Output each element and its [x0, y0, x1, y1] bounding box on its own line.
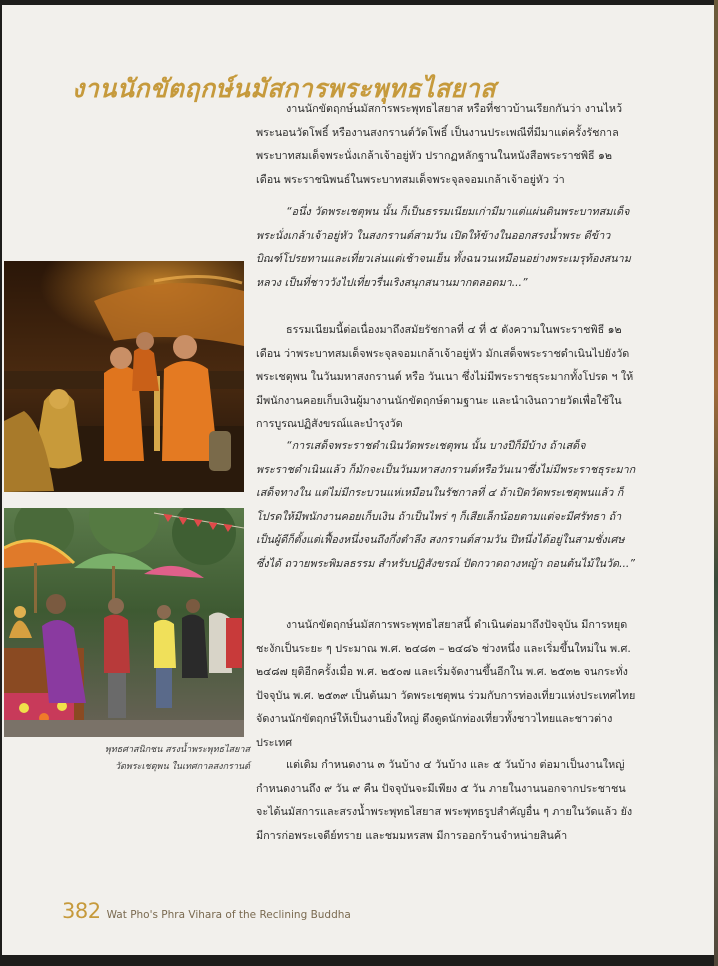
- photo-caption: [60, 742, 250, 776]
- photo-monks-reclining-buddha: [4, 261, 244, 492]
- page-number: 382: [62, 899, 101, 923]
- paragraph-tradition-text: ธรรมเนียมนี้ต่อเนื่องมาถึงสมัยรัชกาลที่ ๔ ที่ ๕ ดังความในพระราชพิธี ๑๒ เดือน ว่าพระบาทสมเด็จพระจุลจอมเกล้าเจ้าอยู่หัว มักเสด็จพระราชดำเนินไปยังวัดพระเชตุพน ในวันมหาสงกรานต์ หรือ วันเนา ซึ่งไม่มีพระราชธุระมากทั้งโปรด ฯ ให้มีพนักงานคอยเก็บเงินผู้มางานนักขัตฤกษ์ตามฐานะ และนำเงินถวายวัดเพื่อใช้ในการบูรณปฏิสังขรณ์และบำรุงวัด: [256, 323, 634, 431]
- page-footer: [62, 899, 351, 929]
- paragraph-intro-text: งานนักขัตฤกษ์นมัสการพระพุทธไสยาส หรือที่ชาวบ้านเรียกกันว่า งานไหว้พระนอนวัดโพธิ์ หรืองานสงกรานต์วัดโพธิ์ เป็นงานประเพณีที่มีมาแต่ครั้งรัชกาลพระบาทสมเด็จพระนั่งเกล้าเจ้าอยู่หัว ปรากฏหลักฐานในหนังสือพระราชพิธี ๑๒ เดือน พระราชนิพนธ์ในพระบาทสมเด็จพระจุลจอมเกล้าเจ้าอยู่หัว ว่า: [256, 102, 623, 186]
- paragraph-intro: [256, 97, 636, 191]
- photo-caption-line-2: วัดพระเชตุพน ในเทศกาลสงกรานต์: [115, 762, 250, 772]
- paragraph-festival-text: แต่เดิม กำหนดงาน ๓ วันบ้าง ๔ วันบ้าง และ ๕ วันบ้าง ต่อมาเป็นงานใหญ่กำหนดงานถึง ๙ วัน ๙ คืน ปัจจุบันจะมีเพียง ๕ วัน ภายในงานนอกจากประชาชนจะได้นมัสการและสรงน้ำพระพุทธไสยาส พระพุทธรูปสำคัญอื่น ๆ ภายในวัดแล้ว ยังมีการก่อพระเจดีย์ทราย และชมมหรสพ มีการออกร้านจำหน่ายสินค้า: [256, 758, 633, 842]
- photo-caption-line-1: พุทธศาสนิกชน สรงน้ำพระพุทธไสยาส: [104, 745, 250, 755]
- quote-royal-ceremony: [256, 200, 636, 294]
- adjacent-page-edge: [714, 0, 718, 966]
- paragraph-history: [256, 613, 636, 755]
- page-title: งานนักขัตฤกษ์นมัสการพระพุทธไสยาส: [72, 73, 496, 103]
- quote-royal-ceremony-text: “อนึ่ง วัดพระเชตุพน นั้น ก็เป็นธรรมเนียมเก่ามีมาแต่แผ่นดินพระบาทสมเด็จพระนั่งเกล้าเจ้าอยู่หัว ในสงกรานต์สามวัน เปิดให้ข้างในออกสรงน้ำพระ ดีข้าวบิณฑ์โปรยทานและเที่ยวเล่นแต่เช้าจนเย็น ทั้งฉนวนเหมือนอย่างพระเมรุท้องสนามหลวง เป็นที่ชาววังไปเที่ยวรื่นเริงสนุกสนานมากตลอดมา...”: [256, 205, 631, 289]
- paragraph-tradition: [256, 318, 636, 436]
- paragraph-festival: [256, 753, 636, 847]
- quote-royal-visit: [256, 434, 636, 576]
- running-head: Wat Pho's Phra Vihara of the Reclining Buddha: [106, 909, 351, 921]
- quote-royal-visit-text: “การเสด็จพระราชดำเนินวัดพระเชตุพน นั้น บางปีก็มีบ้าง ถ้าเสด็จพระราชดำเนินแล้ว ก็มักจะเป็นวันมหาสงกรานต์หรือวันเนาซึ่งไม่มีพระราชธุระมาก เสด็จทางใน แต่ไม่มีกระบวนแห่เหมือนในรัชกาลที่ ๔ ถ้าเปิดวัดพระเชตุพนแล้ว ก็โปรดให้มีพนักงานคอยเก็บเงิน ถ้าเป็นไพร่ ๆ ก็เสียเล็กน้อยตามแต่จะมีศรัทธา ถ้าเป็นผู้ดีก็ตั้งแต่เฟื้องหนึ่งจนถึงกึ่งตำลึง สงกรานต์สามวัน ปีหนึ่งได้อยู่ในสามชั่งเศษซึ่งได้ ถวายพระพิมลธรรม สำหรับปฏิสังขรณ์ ปัดกวาดถางหญ้า ถอนต้นไม้ในวัด...”: [256, 439, 636, 570]
- photo-bathing-buddha-festival: [4, 508, 244, 737]
- paragraph-history-text: งานนักขัตฤกษ์นมัสการพระพุทธไสยาสนี้ ดำเนินต่อมาถึงปัจจุบัน มีการหยุดชะงักเป็นระยะ ๆ ประมาณ พ.ศ. ๒๔๘๓ – ๒๔๘๖ ช่วงหนึ่ง และเริ่มขึ้นใหม่ใน พ.ศ. ๒๔๘๗ ยุติอีกครั้งเมื่อ พ.ศ. ๒๕๐๗ และเริ่มจัดงานขึ้นอีกใน พ.ศ. ๒๕๓๒ จนกระทั่งปัจจุบัน พ.ศ. ๒๕๓๙ เป็นต้นมา วัดพระเชตุพน ร่วมกับการท่องเที่ยวแห่งประเทศไทย จัดงานนักขัตฤกษ์ให้เป็นงานยิ่งใหญ่ ดึงดูดนักท่องเที่ยวทั้งชาวไทยและชาวต่างประเทศ: [256, 618, 636, 749]
